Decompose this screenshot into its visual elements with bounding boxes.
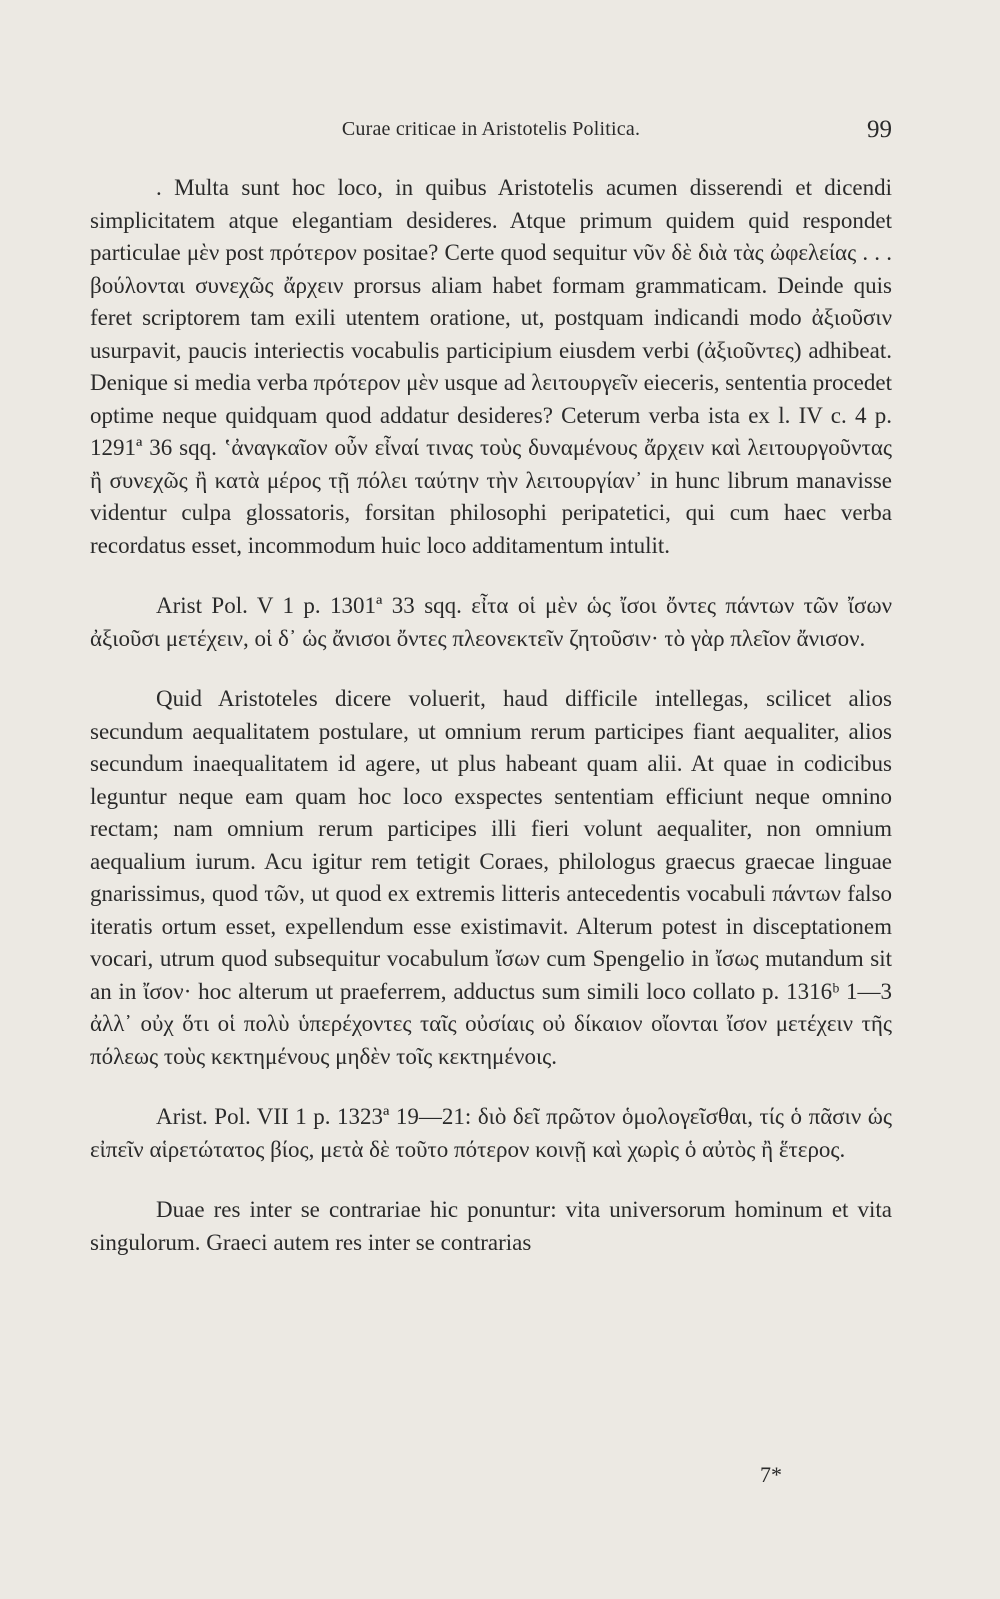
paragraph-arist-pol-v: Arist Pol. V 1 p. 1301ª 33 sqq. εἶτα οἱ μὲν ὡς ἴσοι ὄντες πάντων τῶν ἴσων ἀξιοῦσι μετέχειν, οἱ δ᾽ ὡς ἄνισοι ὄντες πλεονεκτεῖν ζητοῦσιν· τὸ γὰρ πλεῖον ἄνισον. [90, 593, 892, 651]
paragraph-multa-sunt: . Multa sunt hoc loco, in quibus Aristotelis acumen disserendi et dicendi simplicitatem atque elegantiam desideres. Atque primum quidem quid respondet particulae μὲν post πρότερον positae? Certe quod sequitur νῦν δὲ διὰ τὰς ὠφελείας . . . βούλονται συνεχῶς ἄρχειν prorsus aliam habet formam grammaticam. Deinde quis feret scriptorem tam exili utentem oratione, ut, postquam indicandi modo ἀξιοῦσιν usurpavit, paucis interiectis vocabulis participium eiusdem verbi (ἀξιοῦντες) adhibeat. Denique si media verba πρότερον μὲν usque ad λειτουργεῖν eieceris, sententia procedet optime neque quidquam quod addatur desideres? Ceterum verba ista ex l. IV c. 4 p. 1291ª 36 sqq. ʽἀναγκαῖον οὖν εἶναί τινας τοὺς δυναμένους ἄρχειν καὶ λειτουργοῦντας ἢ συνεχῶς ἢ κατὰ μέρος τῇ πόλει ταύτην τὴν λειτουργίαν᾽ in hunc librum manavisse videntur culpa glossatoris, forsitan philosophi peripatetici, qui cum haec verba recordatus esset, incommodum huic loco additamentum intulit. [90, 175, 892, 558]
paragraph-duae-res: Duae res inter se contrariae hic ponuntur: vita universorum hominum et vita singulorum. Graeci autem res inter se contrarias [90, 1197, 892, 1255]
signature-mark: 7* [760, 1462, 782, 1487]
page-header [90, 118, 892, 150]
paragraph-arist-pol-vii: Arist. Pol. VII 1 p. 1323ª 19—21: διὸ δεῖ πρῶτον ὁμολογεῖσθαι, τίς ὁ πᾶσιν ὡς εἰπεῖν αἱρετώτατος βίος, μετὰ δὲ τοῦτο πότερον κοινῇ καὶ χωρὶς ὁ αὐτὸς ἢ ἕτερος. [90, 1104, 892, 1162]
running-head: Curae criticae in Aristotelis Politica. [341, 118, 641, 140]
body-text [90, 172, 892, 1259]
paragraph-quid-aristoteles: Quid Aristoteles dicere voluerit, haud difficile intellegas, scilicet alios secundum aequalitatem postulare, ut omnium rerum participes fiant aequaliter, alios secundum inaequalitatem id agere, ut plus habeant quam alii. At quae in codicibus leguntur neque eam quam hoc loco exspectes sententiam efficiunt neque omnino rectam; nam omnium rerum participes illi fieri volunt aequaliter, non omnium aequalium iurum. Acu igitur rem tetigit Coraes, philologus graecus graecae linguae gnarissimus, quod τῶν, ut quod ex extremis litteris antecedentis vocabuli πάντων falso iteratis ortum esset, expellendum esse existimavit. Alterum potest in disceptationem vocari, utrum quod subsequitur vocabulum ἴσων cum Spengelio in ἴσως mutandum sit an in ἴσον· hoc alterum ut praeferrem, adductus sum simili loco collato p. 1316ᵇ 1—3 ἀλλ᾽ οὐχ ὅτι οἱ πολὺ ὑπερέχοντες ταῖς οὐσίαις οὐ δίκαιον οἴονται ἴσον μετέχειν τῆς πόλεως τοὺς κεκτημένους μηδὲν τοῖς κεκτημένοις. [90, 686, 892, 1069]
page-number: 99 [867, 116, 892, 143]
